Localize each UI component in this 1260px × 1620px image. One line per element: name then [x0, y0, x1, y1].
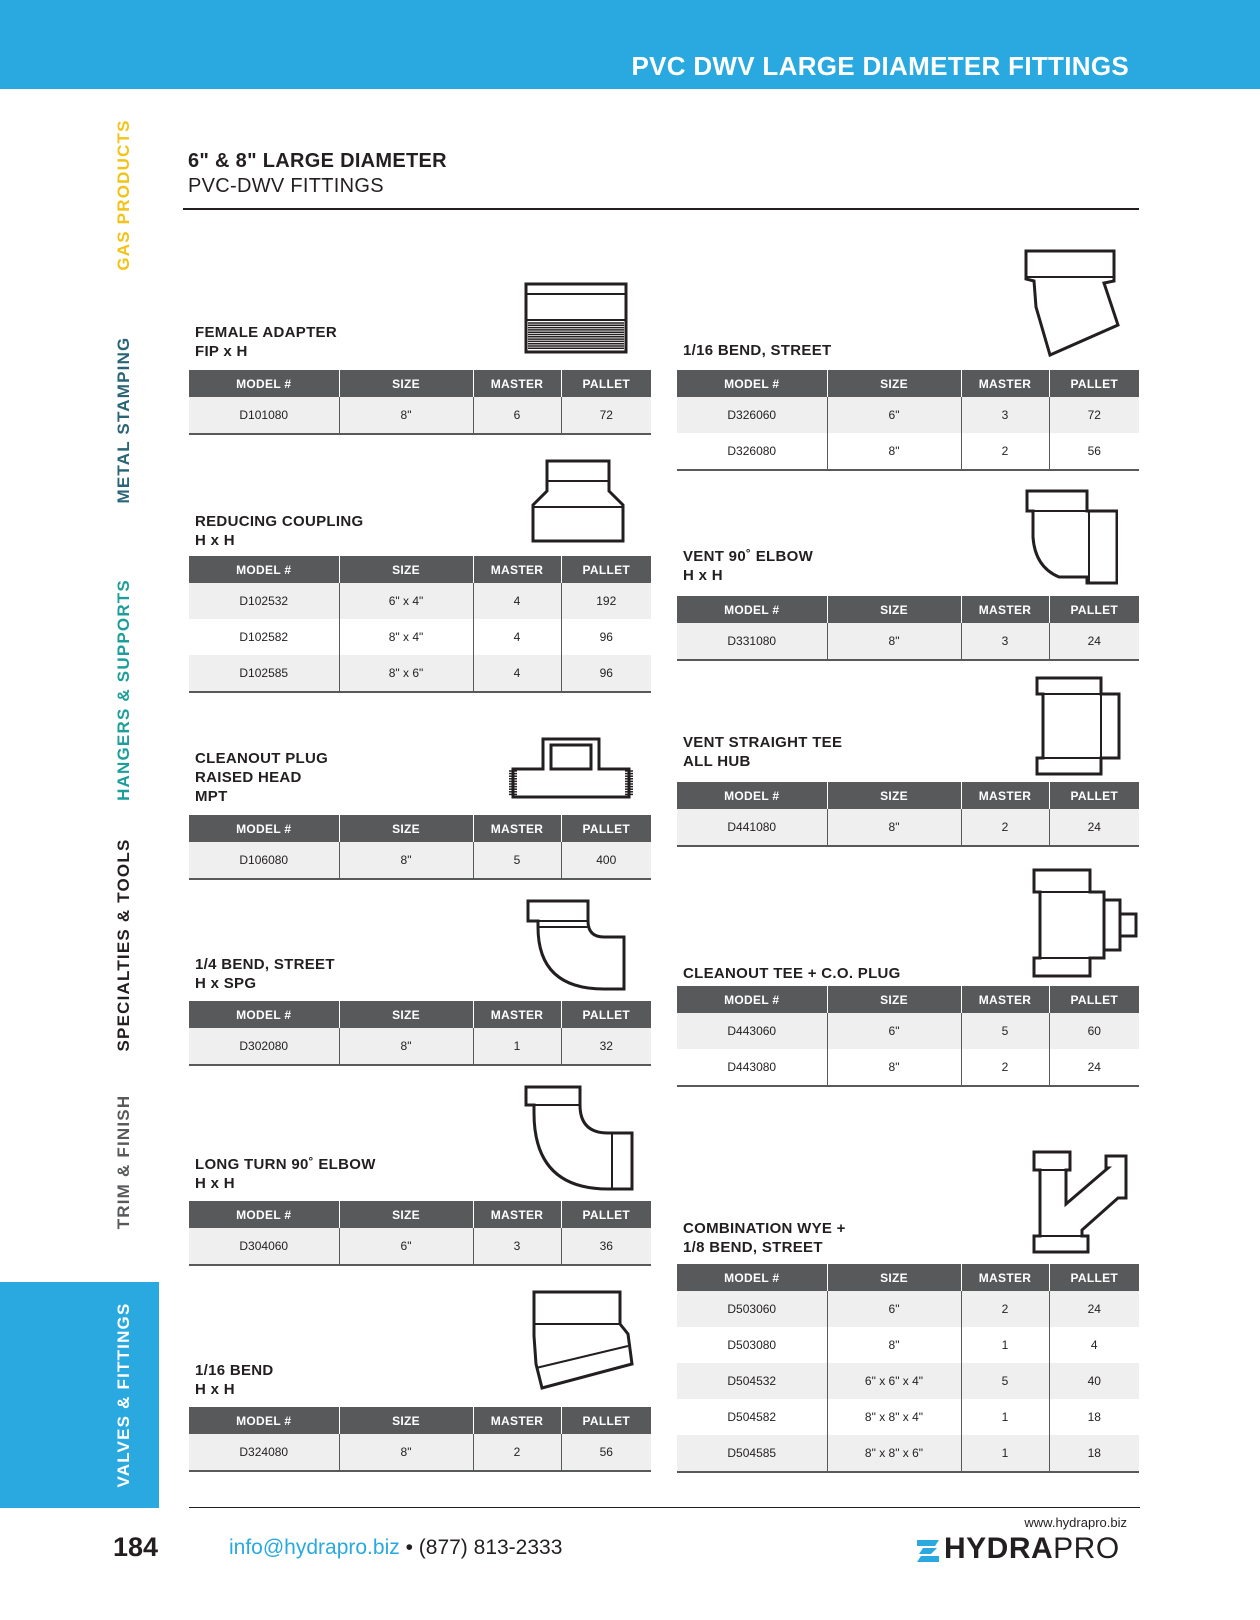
table-cell: 192	[561, 583, 651, 619]
table-row	[189, 397, 651, 434]
table-row	[189, 842, 651, 879]
table-row	[189, 1028, 651, 1065]
table-cell: 8"	[339, 1028, 473, 1065]
table-row	[677, 809, 1139, 846]
table-cell: 24	[1049, 1049, 1139, 1086]
table-cell: 8" x 6"	[339, 655, 473, 692]
table-cell: 5	[961, 1363, 1049, 1399]
table-cell: 1	[961, 1327, 1049, 1363]
table-cell: 56	[1049, 433, 1139, 470]
table-cell: 8"	[827, 433, 961, 470]
table-cell: D101080	[189, 397, 339, 434]
table-cell: 6"	[827, 1013, 961, 1049]
table-row	[189, 1434, 651, 1471]
column-header: MODEL #	[189, 1407, 339, 1434]
table-cell: 1	[961, 1399, 1049, 1435]
table-row	[677, 433, 1139, 470]
column-header: PALLET	[561, 1001, 651, 1028]
table-row	[677, 623, 1139, 660]
contact-separator: •	[399, 1536, 419, 1559]
product-title: LONG TURN 90˚ ELBOW H x H	[195, 1156, 376, 1192]
column-header: SIZE	[827, 370, 961, 397]
contact-line	[229, 1536, 562, 1560]
column-header: MODEL #	[677, 370, 827, 397]
cleanout-tee-icon	[1030, 866, 1140, 981]
column-header: SIZE	[827, 782, 961, 809]
cleanout-plug-icon	[505, 733, 635, 803]
product-title: COMBINATION WYE + 1/8 BEND, STREET	[683, 1220, 846, 1256]
column-header: MASTER	[961, 986, 1049, 1013]
table-cell: 2	[961, 809, 1049, 846]
table-cell: 2	[961, 1049, 1049, 1086]
column-header: MODEL #	[677, 986, 827, 1013]
table-cell: 8"	[827, 1327, 961, 1363]
spec-table	[677, 782, 1139, 847]
column-header: MODEL #	[677, 782, 827, 809]
spec-table	[677, 1264, 1139, 1473]
table-row	[677, 397, 1139, 433]
table-cell: 4	[473, 583, 561, 619]
column-header: PALLET	[1049, 596, 1139, 623]
table-row	[677, 1399, 1139, 1435]
table-cell: D504532	[677, 1363, 827, 1399]
table-cell: 3	[473, 1228, 561, 1265]
table-cell: 60	[1049, 1013, 1139, 1049]
column-header: PALLET	[561, 1201, 651, 1228]
column-header: PALLET	[561, 370, 651, 397]
table-cell: D326080	[677, 433, 827, 470]
table-cell: 40	[1049, 1363, 1139, 1399]
table-cell: 72	[1049, 397, 1139, 433]
table-cell: D504585	[677, 1435, 827, 1472]
table-cell: 3	[961, 623, 1049, 660]
table-cell: D504582	[727, 1410, 777, 1424]
page-title: PVC DWV LARGE DIAMETER FITTINGS	[631, 51, 1129, 81]
table-row	[677, 1363, 1139, 1399]
column-header: MODEL #	[677, 1264, 827, 1291]
section-divider	[183, 208, 1139, 210]
footer-divider	[189, 1507, 1140, 1508]
product-title: REDUCING COUPLING H x H	[195, 513, 364, 549]
column-header: MASTER	[961, 1264, 1049, 1291]
spec-table	[189, 1407, 651, 1472]
table-cell: 24	[1049, 1291, 1139, 1327]
table-cell: D331080	[677, 623, 827, 660]
table-cell: D441080	[677, 809, 827, 846]
table-cell: 32	[561, 1028, 651, 1065]
combination-wye-icon	[1030, 1148, 1140, 1256]
sixteenth-bend-icon	[528, 1288, 638, 1393]
product-title: 1/4 BEND, STREET H x SPG	[195, 956, 335, 992]
table-row	[677, 1013, 1139, 1049]
column-header: MASTER	[473, 370, 561, 397]
column-header: MASTER	[961, 782, 1049, 809]
table-cell: D443080	[677, 1049, 827, 1086]
table-cell: 8" x 4"	[339, 619, 473, 655]
column-header: PALLET	[1049, 1264, 1139, 1291]
table-cell: 8"	[339, 842, 473, 879]
column-header: MASTER	[473, 1201, 561, 1228]
table-cell: 1	[473, 1028, 561, 1065]
email-link[interactable]: info@hydrapro.biz	[229, 1536, 400, 1559]
table-cell: 18	[1049, 1435, 1139, 1472]
side-tab-label: GAS PRODUCTS	[114, 119, 133, 271]
table-cell: 4	[473, 655, 561, 692]
side-tab-label: METAL STAMPING	[114, 336, 133, 504]
table-cell: D302080	[189, 1028, 339, 1065]
product-title: 1/16 BEND, STREET	[683, 342, 832, 359]
column-header: MODEL #	[189, 370, 339, 397]
side-tab-label: TRIM & FINISH	[114, 1094, 133, 1230]
table-cell: D102585	[189, 655, 339, 692]
side-tab-label: VALVES & FITTINGS	[114, 1302, 133, 1488]
table-cell: 2	[961, 433, 1049, 470]
table-row	[189, 583, 651, 619]
table-cell: D326060	[677, 397, 827, 433]
column-header: MODEL #	[189, 1201, 339, 1228]
table-cell: 6"	[339, 1228, 473, 1265]
table-cell: 6	[473, 397, 561, 434]
table-cell: 2	[961, 1291, 1049, 1327]
column-header: SIZE	[827, 596, 961, 623]
table-cell: 8" x 8" x 6"	[827, 1435, 961, 1472]
table-cell: D443060	[677, 1013, 827, 1049]
table-row	[189, 655, 651, 692]
table-cell: 72	[561, 397, 651, 434]
logo-mark-icon	[915, 1538, 941, 1564]
product-title: VENT STRAIGHT TEE ALL HUB	[683, 734, 843, 770]
page-number: 184	[113, 1532, 159, 1562]
table-cell: 8"	[339, 397, 473, 434]
column-header: MASTER	[961, 596, 1049, 623]
table-cell: 8"	[827, 809, 961, 846]
column-header: MASTER	[473, 815, 561, 842]
table-cell: D106080	[189, 842, 339, 879]
column-header: SIZE	[339, 1001, 473, 1028]
column-header: SIZE	[339, 1407, 473, 1434]
table-cell: 18	[1049, 1399, 1139, 1435]
column-header: SIZE	[339, 556, 473, 583]
section-heading	[188, 150, 447, 198]
table-row	[677, 1291, 1139, 1327]
column-header: MODEL #	[189, 815, 339, 842]
table-cell: 3	[961, 397, 1049, 433]
table-cell: D102582	[239, 630, 289, 644]
column-header: PALLET	[1049, 782, 1139, 809]
column-header: MODEL #	[189, 1001, 339, 1028]
column-header: PALLET	[561, 815, 651, 842]
column-header: SIZE	[339, 1201, 473, 1228]
table-cell: 6"	[827, 1291, 961, 1327]
phone-number[interactable]: (877) 813-2333	[418, 1536, 563, 1559]
table-cell: 8"	[827, 623, 961, 660]
female-adapter-icon	[520, 280, 632, 356]
quarter-bend-icon	[524, 897, 630, 991]
vent-elbow-icon	[1023, 487, 1118, 585]
table-row	[189, 1228, 651, 1265]
column-header: PALLET	[561, 556, 651, 583]
active-tab-background	[0, 1282, 159, 1508]
table-cell: 56	[561, 1434, 651, 1471]
website-link[interactable]: www.hydrapro.biz	[1024, 1515, 1127, 1530]
table-cell: 6" x 6" x 4"	[827, 1363, 961, 1399]
column-header: MASTER	[473, 1407, 561, 1434]
spec-table	[677, 596, 1139, 661]
column-header: PALLET	[561, 1407, 651, 1434]
table-cell: 36	[561, 1228, 651, 1265]
column-header: MODEL #	[189, 556, 339, 583]
section-subtitle: PVC-DWV FITTINGS	[188, 175, 384, 197]
long-turn-elbow-icon	[522, 1083, 637, 1191]
vent-tee-icon	[1033, 674, 1121, 778]
table-cell: 6"	[827, 397, 961, 433]
spec-table	[189, 815, 651, 880]
table-cell: D503080	[727, 1338, 777, 1352]
table-cell: D324080	[189, 1434, 339, 1471]
table-cell: 1	[961, 1435, 1049, 1472]
table-cell: 2	[473, 1434, 561, 1471]
table-cell: 96	[561, 655, 651, 692]
table-cell: 4	[473, 619, 561, 655]
spec-table	[189, 370, 651, 435]
column-header: SIZE	[339, 370, 473, 397]
table-cell: 24	[1049, 623, 1139, 660]
table-cell: 5	[473, 842, 561, 879]
spec-table	[677, 986, 1139, 1087]
sixteenth-bend-street-icon	[1020, 247, 1125, 359]
spec-table	[189, 1001, 651, 1066]
table-cell: 24	[1049, 809, 1139, 846]
hydrapro-logo	[915, 1532, 1131, 1566]
table-row	[677, 1435, 1139, 1472]
section-title: 6" & 8" LARGE DIAMETER	[188, 150, 447, 172]
table-row	[677, 1327, 1139, 1363]
spec-table	[189, 556, 651, 693]
column-header: PALLET	[1049, 986, 1139, 1013]
table-cell: D102532	[189, 583, 339, 619]
column-header: SIZE	[339, 815, 473, 842]
reducing-coupling-icon	[525, 455, 630, 545]
logo-text-light: PRO	[1053, 1532, 1120, 1565]
column-header: SIZE	[827, 986, 961, 1013]
column-header: MASTER	[961, 370, 1049, 397]
spec-table	[677, 370, 1139, 471]
table-row	[677, 1049, 1139, 1086]
column-header: MASTER	[473, 1001, 561, 1028]
table-cell: D503060	[677, 1291, 827, 1327]
column-header: MODEL #	[677, 596, 827, 623]
product-title: 1/16 BEND H x H	[195, 1362, 274, 1398]
table-cell: 6" x 4"	[339, 583, 473, 619]
column-header: MASTER	[473, 556, 561, 583]
table-cell: 8"	[339, 1434, 473, 1471]
table-cell: 4	[1049, 1327, 1139, 1363]
header-bar	[0, 0, 1260, 89]
logo-text-bold: HYDRA	[944, 1532, 1054, 1565]
table-cell: D304060	[189, 1228, 339, 1265]
column-header: SIZE	[827, 1264, 961, 1291]
table-cell: 96	[561, 619, 651, 655]
product-title: CLEANOUT TEE + C.O. PLUG	[683, 965, 901, 982]
product-title: FEMALE ADAPTER FIP x H	[195, 324, 337, 360]
table-cell: 8"	[827, 1049, 961, 1086]
table-row	[189, 619, 651, 655]
side-tab-label: SPECIALTIES & TOOLS	[114, 838, 133, 1052]
table-cell: 8" x 8" x 4"	[827, 1399, 961, 1435]
side-tab-label: HANGERS & SUPPORTS	[114, 579, 133, 801]
product-title: CLEANOUT PLUG RAISED HEAD MPT	[195, 750, 329, 805]
spec-table	[189, 1201, 651, 1266]
product-title: VENT 90˚ ELBOW H x H	[683, 548, 814, 584]
table-cell: 400	[561, 842, 651, 879]
column-header: PALLET	[1049, 370, 1139, 397]
table-cell: 5	[961, 1013, 1049, 1049]
